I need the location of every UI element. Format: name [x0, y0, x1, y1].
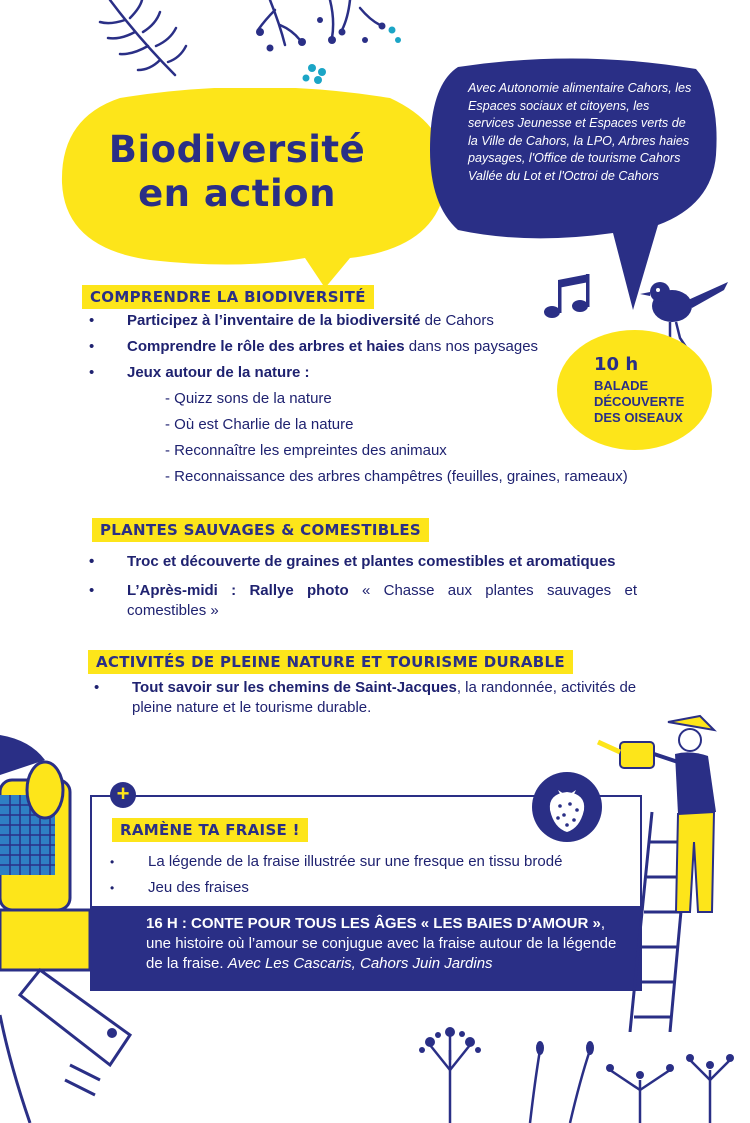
item-text: de Cahors: [420, 312, 494, 329]
list-item: [110, 849, 628, 875]
section-heading-activites: ACTIVITÉS DE PLEINE NATURE ET TOURISME DURABLE: [88, 650, 573, 674]
bullet-dot: •: [89, 312, 95, 329]
plus-icon: +: [110, 782, 136, 808]
conte-body: , une histoire où l’amour se conjugue avec la fraise autour de la légende de la fraise.: [146, 915, 617, 972]
item-text: Troc et découverte de graines et plantes comestibles et aromatiques: [127, 553, 616, 570]
gardener-illustration: [590, 712, 740, 1032]
title-line-1: Biodiversité: [108, 128, 366, 171]
top-plant-decoration-icon: [80, 0, 410, 95]
conte-credit: Avec Les Cascaris, Cahors Juin Jardins: [227, 955, 493, 972]
item-bold: Participez à l’inventaire de la biodiversité: [127, 312, 421, 329]
section-heading-fraise: RAMÈNE TA FRAISE !: [112, 818, 308, 842]
section3-list: [94, 678, 652, 718]
sub-list-item: - Quizz sons de la nature: [165, 390, 332, 407]
conte-bold: 16 H : CONTE POUR TOUS LES ÂGES « LES BAIES D’AMOUR »: [146, 915, 601, 932]
list-item: [89, 549, 637, 575]
sub-list-item: - Où est Charlie de la nature: [165, 416, 354, 433]
fraise-list: [110, 849, 628, 901]
section2-list: [89, 549, 638, 621]
item-text: Jeu des fraises: [148, 879, 249, 896]
item-text: dans nos paysages: [404, 338, 539, 355]
bullet-dot: •: [89, 338, 95, 355]
section-heading-plantes: PLANTES SAUVAGES & COMESTIBLES: [92, 518, 429, 542]
bullet-dot: •: [94, 679, 100, 696]
item-text: , la randonnée, activités de pleine nature et le tourisme durable.: [132, 679, 637, 716]
item-bold: L’Après-midi : Rallye photo: [127, 582, 349, 599]
plant-decoration-icon: [410, 1020, 750, 1123]
list-item: [89, 308, 587, 334]
bullet-dot: •: [110, 881, 115, 895]
item-text: « Chasse aux plantes sauvages et comestibles »: [127, 582, 638, 619]
list-item: [110, 875, 628, 901]
list-item: [89, 360, 587, 386]
list-item: [89, 581, 638, 621]
badge-label: BALADE DÉCOUVERTE DES OISEAUX: [594, 378, 685, 425]
partners-text: Avec Autonomie alimentaire Cahors, les Espaces sociaux et citoyens, les services Jeunesse et Espaces verts de la Ville de Cahors, la LPO, Arbres haies paysages, l'Office de tourisme Cahors Vallée du Lot et l'Octroi de Cahors: [468, 81, 692, 183]
section1-list: [89, 308, 587, 386]
badge-time: 10 h: [594, 354, 639, 375]
sub-list-item: - Reconnaissance des arbres champêtres (feuilles, graines, rameaux): [165, 468, 628, 485]
conte-text: [146, 914, 626, 974]
item-bold: Tout savoir sur les chemins de Saint-Jacques: [132, 679, 457, 696]
title-line-2: en action: [138, 172, 336, 215]
bullet-dot: •: [89, 553, 95, 570]
item-bold: Jeux autour de la nature :: [127, 364, 310, 381]
bullet-dot: •: [110, 855, 115, 869]
list-item: [89, 334, 587, 360]
sub-list-item: - Reconnaître les empreintes des animaux: [165, 442, 447, 459]
page-title: [62, 128, 412, 216]
item-bold: Comprendre le rôle des arbres et haies: [127, 338, 405, 355]
item-text: La légende de la fraise illustrée sur une fresque en tissu brodé: [148, 853, 563, 870]
bullet-dot: •: [89, 364, 95, 381]
bullet-dot: •: [89, 582, 95, 599]
section-heading-comprendre: COMPRENDRE LA BIODIVERSITÉ: [82, 285, 374, 309]
list-item: [94, 678, 652, 718]
